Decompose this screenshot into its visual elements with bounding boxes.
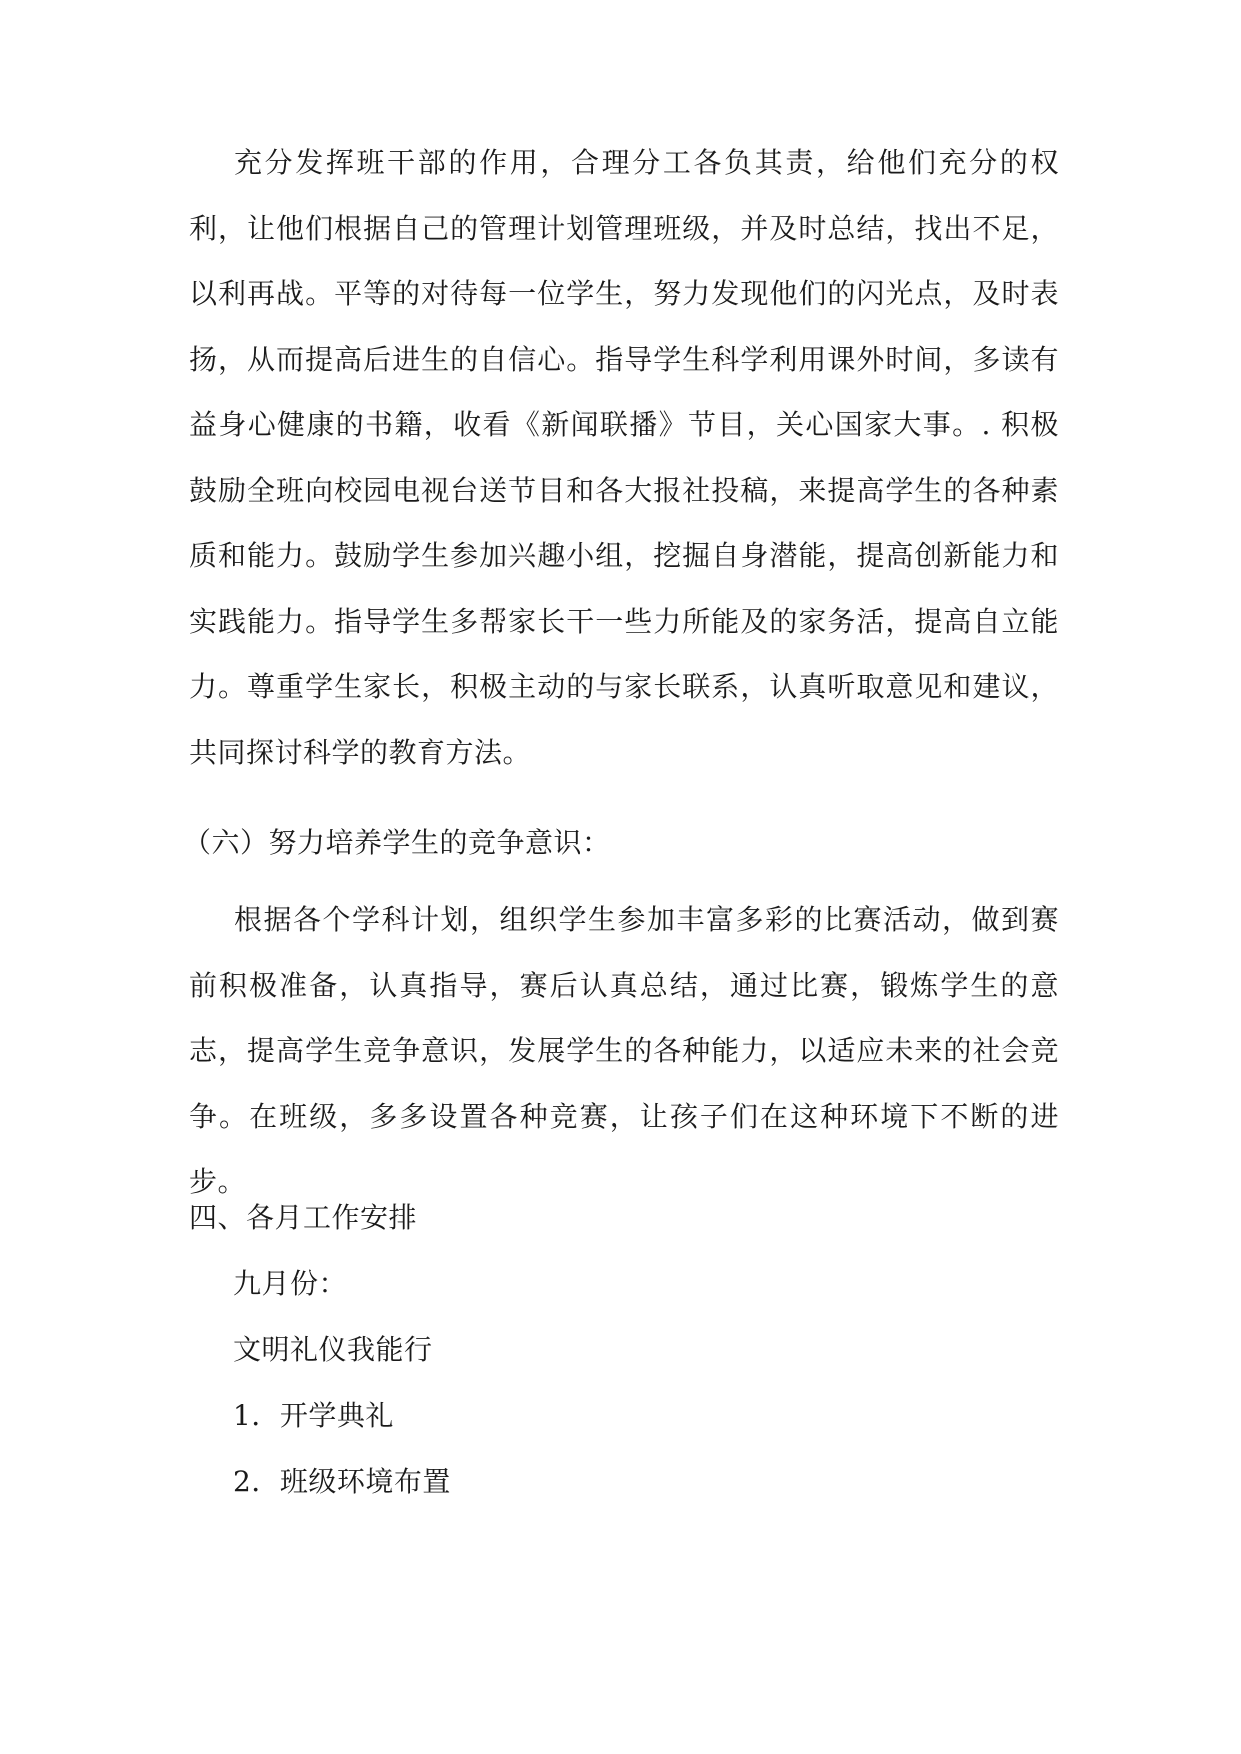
body-paragraph-competition: 根据各个学科计划，组织学生参加丰富多彩的比赛活动，做到赛前积极准备，认真指导，赛后认真总结，通过比赛，锻炼学生的意志，提高学生竞争意识，发展学生的各种能力，以适应未来的社会竞争。在班级，多多设置各种竞赛，让孩子们在这种环境下不断的进步。 bbox=[189, 903, 1059, 1198]
month-theme: 文明礼仪我能行 bbox=[233, 1333, 433, 1366]
month-label-september: 九月份： bbox=[233, 1267, 348, 1300]
section-heading-four: 四、各月工作安排 bbox=[189, 1201, 418, 1234]
body-paragraph-class-cadres: 充分发挥班干部的作用，合理分工各负其责，给他们充分的权利，让他们根据自己的管理计划管理班级，并及时总结，找出不足，以利再战。平等的对待每一位学生，努力发现他们的闪光点，及时表扬，从而提高后进生的自信心。指导学生科学利用课外时间，多读有益身心健康的书籍，收看《新闻联播》节目，关心国家大事。. 积极鼓励全班向校园电视台送节目和各大报社投稿，来提高学生的各种素质和能力。鼓励学生参加兴趣小组，挖掘自身潜能，提高创新能力和实践能力。指导学生多帮家长干一些力所能及的家务活，提高自立能力。尊重学生家长，积极主动的与家长联系，认真听取意见和建议，共同探讨科学的教育方法。 bbox=[189, 146, 1059, 769]
list-item: 2．班级环境布置 bbox=[233, 1465, 451, 1498]
section-heading-six: （六）努力培养学生的竞争意识： bbox=[183, 826, 611, 859]
list-item: 1．开学典礼 bbox=[233, 1399, 394, 1432]
